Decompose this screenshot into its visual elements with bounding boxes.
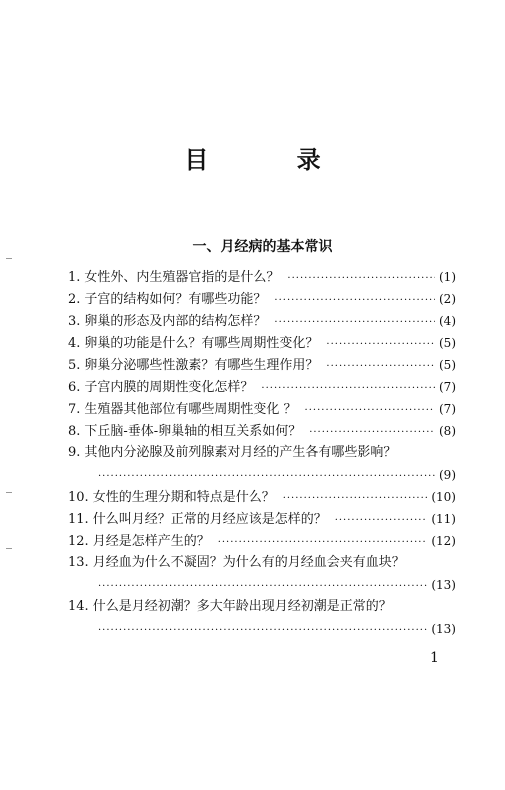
toc-entry-line (68, 552, 456, 574)
toc-entry-heading (68, 552, 405, 574)
toc-entry (68, 530, 456, 552)
toc-entry-heading (68, 267, 279, 289)
toc-entry-heading (68, 399, 297, 421)
toc-entry-heading (68, 421, 301, 443)
toc-entry-number: 14. (68, 599, 89, 614)
toc-entry-title: 女性的生理分期和特点是什么？ (92, 490, 275, 505)
leader-dots (305, 400, 435, 422)
toc-entry-page: (5) (439, 358, 456, 372)
toc-entry (68, 420, 456, 442)
page-title: 目 录 (184, 145, 361, 174)
toc-entry-heading (68, 509, 327, 531)
toc-entry-heading (68, 377, 253, 399)
leader-dots (98, 466, 435, 488)
margin-mark (6, 258, 12, 259)
toc-entry-title: 月经血为什么不凝固？为什么有的月经血会夹有血块？ (92, 555, 405, 570)
leader-dots (335, 510, 428, 532)
toc-entry-heading (68, 333, 318, 355)
toc-entry-heading (68, 289, 266, 311)
toc-entry-number: 3. (68, 314, 81, 329)
toc-entry-number: 9. (68, 445, 81, 460)
toc-entry-number: 4. (68, 336, 81, 351)
toc-entry-continuation (68, 574, 456, 596)
toc-entry (68, 398, 456, 420)
toc-entry-number: 6. (68, 380, 81, 395)
toc-entry-page: (5) (439, 336, 456, 350)
toc-entry (68, 486, 456, 508)
leader-dots (283, 488, 428, 510)
toc-entry-heading (68, 596, 392, 618)
toc-entry-line (68, 442, 456, 464)
toc-entry-page: (13) (431, 622, 456, 636)
margin-mark (6, 548, 12, 549)
leader-dots (218, 532, 428, 554)
toc-entry-page: (7) (439, 402, 456, 416)
toc-entry-page: (9) (439, 468, 456, 482)
toc-entry-page: (2) (439, 292, 456, 306)
toc-entry-line (68, 596, 456, 618)
toc-entry (68, 288, 456, 310)
toc-entry-heading (68, 531, 210, 553)
toc-entry-line (68, 288, 456, 310)
toc-entry-page: (13) (431, 578, 456, 592)
toc-entry-title: 其他内分泌腺及前列腺素对月经的产生各有哪些影响？ (84, 445, 397, 460)
toc-entry-line (68, 398, 456, 420)
toc-entry-title: 子宫内膜的周期性变化怎样？ (84, 380, 254, 395)
toc-entry-line (68, 376, 456, 398)
toc-entry-heading (68, 355, 318, 377)
leader-dots (98, 576, 427, 598)
toc-entry-title: 什么叫月经？正常的月经应该是怎样的？ (92, 512, 327, 527)
toc-entry-title: 子宫的结构如何？有哪些功能？ (84, 292, 267, 307)
toc-entry-continuation (68, 464, 456, 486)
toc-entry-title: 卵巢分泌哪些性激素？有哪些生理作用？ (84, 358, 319, 373)
leader-dots (326, 356, 435, 378)
toc-entry-line (68, 266, 456, 288)
toc-entry-continuation (68, 618, 456, 640)
toc-entry-number: 8. (68, 424, 81, 439)
leader-dots (326, 334, 435, 356)
toc-entry (68, 442, 456, 486)
toc-entry-number: 10. (68, 490, 89, 505)
toc-entry (68, 376, 456, 398)
toc-entry-page: (4) (439, 314, 456, 328)
toc-entry-line (68, 332, 456, 354)
toc-entry (68, 354, 456, 376)
toc-entry (68, 266, 456, 288)
leader-dots (261, 378, 435, 400)
toc-entry-number: 11. (68, 512, 89, 527)
toc-entry (68, 552, 456, 596)
margin-mark (6, 492, 12, 493)
toc-entry-heading (68, 311, 266, 333)
toc-entry-number: 5. (68, 358, 81, 373)
toc-entry-title: 下丘脑-垂体-卵巢轴的相互关系如何？ (84, 424, 302, 439)
toc-entry (68, 508, 456, 530)
toc-entry-page: (11) (431, 512, 456, 526)
toc-entry-title: 什么是月经初潮？多大年龄出现月经初潮是正常的？ (92, 599, 392, 614)
leader-dots (287, 268, 435, 290)
toc-entry-page: (12) (431, 534, 456, 548)
toc-entry-page: (7) (439, 380, 456, 394)
toc-entry-title: 卵巢的形态及内部的结构怎样？ (84, 314, 267, 329)
toc-entry-title: 生殖器其他部位有哪些周期性变化 ？ (84, 402, 297, 417)
table-of-contents (68, 266, 456, 640)
toc-entry-line (68, 420, 456, 442)
leader-dots (274, 290, 435, 312)
toc-entry (68, 332, 456, 354)
toc-entry-number: 7. (68, 402, 81, 417)
leader-dots (274, 312, 435, 334)
toc-entry-line (68, 530, 456, 552)
toc-entry-heading (68, 487, 275, 509)
toc-entry (68, 596, 456, 640)
toc-entry (68, 310, 456, 332)
toc-entry-line (68, 354, 456, 376)
toc-entry-number: 12. (68, 534, 89, 549)
section-heading: 一、月经病的基本常识 (192, 239, 333, 255)
toc-entry-line (68, 310, 456, 332)
toc-entry-title: 月经是怎样产生的？ (92, 534, 210, 549)
toc-entry-title: 女性外、内生殖器官指的是什么？ (84, 270, 280, 285)
toc-entry-number: 13. (68, 555, 89, 570)
leader-dots (309, 422, 435, 444)
toc-entry-heading (68, 442, 396, 464)
toc-entry-page: (8) (439, 424, 456, 438)
page-number: 1 (430, 650, 439, 666)
toc-entry-title: 卵巢的功能是什么？有哪些周期性变化？ (84, 336, 319, 351)
toc-entry-line (68, 508, 456, 530)
toc-entry-page: (10) (431, 490, 456, 504)
leader-dots (98, 620, 427, 642)
toc-entry-number: 1. (68, 270, 81, 285)
toc-entry-page: (1) (439, 270, 456, 284)
toc-entry-number: 2. (68, 292, 81, 307)
toc-entry-line (68, 486, 456, 508)
